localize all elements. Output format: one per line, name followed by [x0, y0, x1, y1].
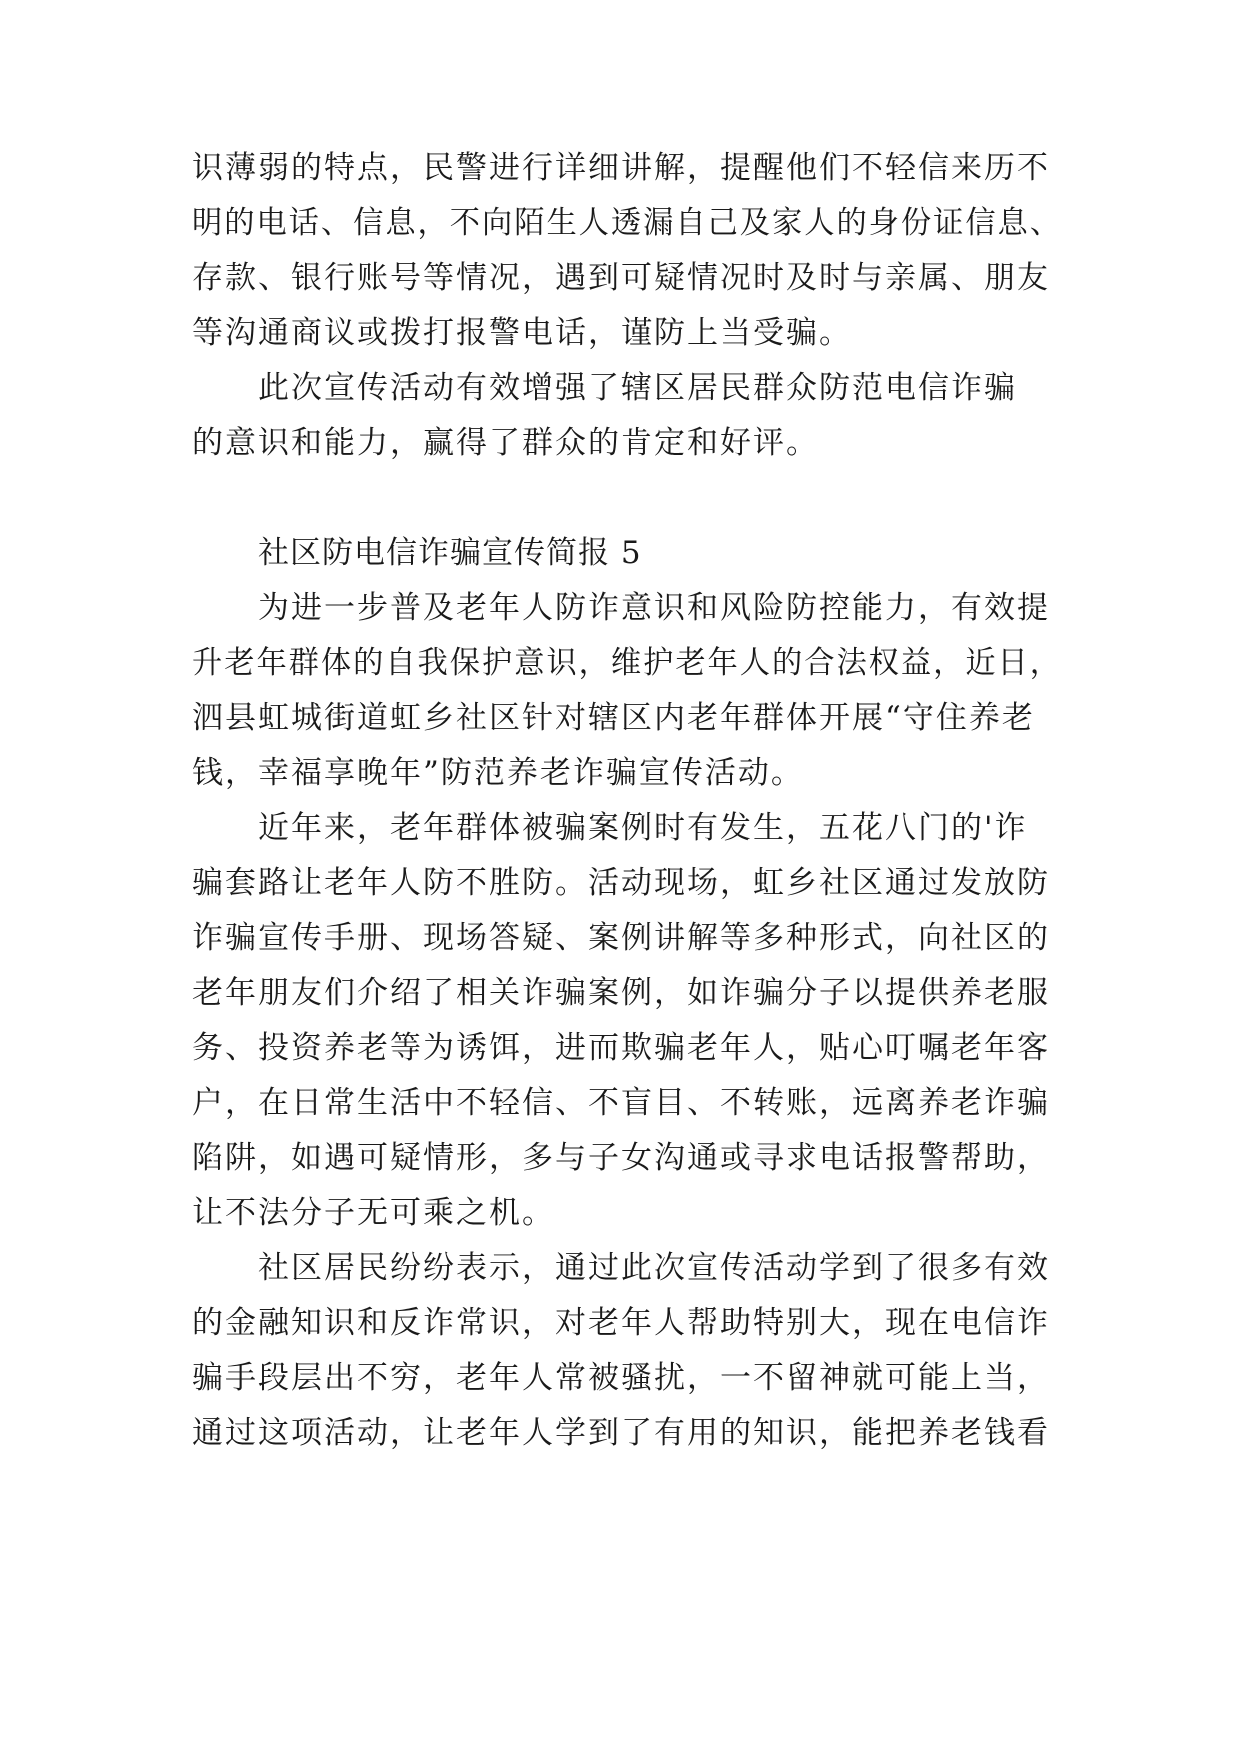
text-line: 通过这项活动，让老年人学到了有用的知识，能把养老钱看 [192, 1415, 1050, 1451]
text-line: 的意识和能力，赢得了群众的肯定和好评。 [192, 425, 819, 461]
text-line: 等沟通商议或拨打报警电话，谨防上当受骗。 [192, 315, 852, 351]
text-line: 存款、银行账号等情况，遇到可疑情况时及时与亲属、朋友 [192, 260, 1050, 296]
text-line: 老年朋友们介绍了相关诈骗案例，如诈骗分子以提供养老服 [192, 975, 1050, 1011]
text-line: 陷阱，如遇可疑情形，多与子女沟通或寻求电话报警帮助， [192, 1140, 1050, 1176]
text-line: 近年来，老年群体被骗案例时有发生，五花八门的'诈 [258, 810, 1028, 846]
text-line: 务、投资养老等为诱饵，进而欺骗老年人，贴心叮嘱老年客 [192, 1030, 1050, 1066]
text-line: 升老年群体的自我保护意识，维护老年人的合法权益，近日， [192, 645, 1062, 681]
text-line: 骗手段层出不穷，老年人常被骚扰，一不留神就可能上当， [192, 1360, 1050, 1396]
text-line: 社区居民纷纷表示，通过此次宣传活动学到了很多有效 [258, 1250, 1050, 1286]
text-line: 识薄弱的特点，民警进行详细讲解，提醒他们不轻信来历不 [192, 150, 1050, 186]
text-line: 泗县虹城街道虹乡社区针对辖区内老年群体开展“守住养老 [192, 700, 1035, 736]
text-line: 钱，幸福享晚年”防范养老诈骗宣传活动。 [192, 755, 804, 791]
text-line: 此次宣传活动有效增强了辖区居民群众防范电信诈骗 [258, 370, 1017, 406]
text-line: 户，在日常生活中不轻信、不盲目、不转账，远离养老诈骗 [192, 1085, 1050, 1121]
text-line: 的金融知识和反诈常识，对老年人帮助特别大，现在电信诈 [192, 1305, 1050, 1341]
text-line: 诈骗宣传手册、现场答疑、案例讲解等多种形式，向社区的 [192, 920, 1050, 956]
text-line: 让不法分子无可乘之机。 [192, 1195, 555, 1231]
text-line: 骗套路让老年人防不胜防。活动现场，虹乡社区通过发放防 [192, 865, 1050, 901]
text-line: 明的电话、信息，不向陌生人透漏自己及家人的身份证信息、 [192, 205, 1062, 241]
section-heading: 社区防电信诈骗宣传简报 5 [258, 535, 642, 571]
text-line: 为进一步普及老年人防诈意识和风险防控能力，有效提 [258, 590, 1050, 626]
